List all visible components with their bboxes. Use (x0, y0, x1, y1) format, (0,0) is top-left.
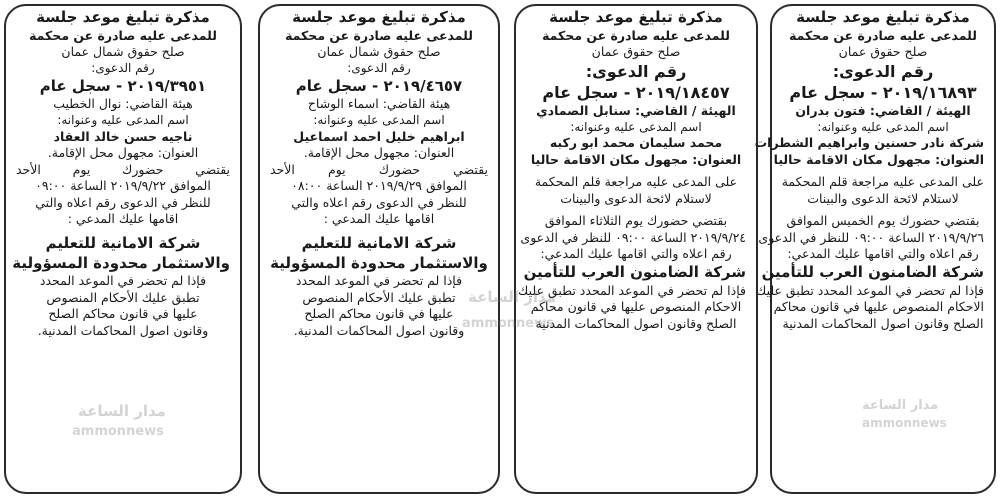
case-number: ٢٠١٩/٣٩٥١ - سجل عام (39, 76, 207, 95)
court-name: صلح حقوق عمان (591, 44, 681, 60)
body-line: رقم اعلاه والتي اقامها عليك المدعي: (540, 246, 732, 262)
plaintiff-name-line-2: والاستثمار محدودة المسؤولية (270, 253, 488, 272)
closing-line: عليها في قانون محاكم الصلح (304, 306, 454, 322)
watermark-text: ammonnews (862, 416, 947, 430)
plaintiff-name: شركة الامانية للتعليم (301, 233, 457, 252)
body-line: للنظر في الدعوى رقم اعلاه والتي (291, 194, 467, 210)
notice-title: مذكرة تبليغ موعد جلسة (292, 8, 466, 26)
body-line: للنظر في الدعوى رقم اعلاه والتي (35, 194, 211, 210)
closing-line: فإذا لم تحضر في الموعد المحدد تطبق عليك (756, 282, 984, 298)
body-line: الموافق ٢٠١٩/٩/٢٢ الساعة ٠٩:٠٠ (35, 178, 211, 194)
closing-line: الاحكام المنصوص عليها في قانون محاكم (530, 299, 742, 315)
court-name: صلح حقوق شمال عمان (317, 44, 441, 60)
case-label: رقم الدعوى: (585, 61, 687, 81)
closing-line: الصلح وقانون اصول المحاكمات المدنية (535, 315, 737, 331)
body-line: يقتضي حضورك يوم الأحد (16, 161, 230, 177)
notice-subtitle: للمدعى عليه صادرة عن محكمة (29, 27, 217, 43)
closing-line: وقانون اصول المحاكمات المدنية. (37, 322, 209, 338)
body-line: بقتضي حضورك يوم الثلاثاء الموافق (544, 213, 728, 229)
defendant-name: ابراهيم خليل احمد اسماعيل (293, 128, 465, 144)
notice-subtitle: للمدعى عليه صادرة عن محكمة (542, 27, 730, 43)
closing-line: تطبق عليك الأحكام المنصوص (302, 289, 456, 305)
body-line: رقم اعلاه والتي اقامها عليك المدعي: (787, 246, 979, 262)
body-line: الموافق ٢٠١٩/٩/٢٩ الساعة ٠٨:٠٠ (291, 178, 467, 194)
defendant-address: العنوان: مجهول محل الإقامة. (47, 145, 199, 161)
case-label: رقم الدعوى: (91, 60, 155, 75)
defendant-label: اسم المدعى عليه وعنوانه: (817, 119, 949, 134)
closing-line: فإذا لم تحضر في الموعد المحدد (295, 273, 463, 289)
plaintiff-name: شركة الضامنون العرب للتأمين (761, 262, 984, 281)
court-name: صلح حقوق شمال عمان (61, 44, 185, 60)
body-line: اقامها عليك المدعي : (67, 211, 179, 227)
closing-line: تطبق عليك الأحكام المنصوص (46, 289, 200, 305)
closing-line: الاحكام المنصوص عليها في قانون محاكم (773, 299, 984, 315)
closing-line: فإذا لم تحضر في الموعد المحدد (39, 273, 207, 289)
body-line: بقتضي حضورك يوم الخميس الموافق (786, 213, 980, 229)
body-line: على المدعى عليه مراجعة قلم المحكمة (534, 174, 738, 190)
judge-line: هيئة القاضي: نوال الخطيب (53, 96, 193, 112)
defendant-name: ناجيه حسن خالد العقاد (53, 128, 193, 144)
watermark-text: مدار الساعة (78, 402, 166, 420)
defendant-name: محمد سليمان محمد ابو ركبه (549, 135, 723, 151)
case-number: ٢٠١٩/١٨٤٥٧ - سجل عام (542, 82, 730, 102)
case-number: ٢٠١٩/١٦٨٩٣ - سجل عام (789, 82, 977, 102)
court-notice-4 (4, 4, 242, 494)
watermark-text: مدار الساعة (468, 288, 556, 306)
case-number: ٢٠١٩/٤٦٥٧ - سجل عام (295, 76, 463, 95)
plaintiff-name-line-2: والاستثمار محدودة المسؤولية (12, 253, 230, 272)
court-notice-1 (754, 4, 996, 494)
defendant-name: شركة نادر حسنين وابراهيم الشطرات (754, 135, 984, 151)
notice-title: مذكرة تبليغ موعد جلسة (36, 8, 210, 26)
defendant-label: اسم المدعى عليه وعنوانه: (57, 112, 189, 127)
closing-line: وقانون اصول المحاكمات المدنية. (293, 322, 465, 338)
watermark-text: ammonnews (462, 316, 554, 331)
watermark-text: ammonnews (72, 424, 164, 439)
body-line: على المدعى عليه مراجعة قلم المحكمة (781, 174, 984, 190)
case-label: رقم الدعوى: (832, 61, 934, 81)
body-line: اقامها عليك المدعي : (323, 211, 435, 227)
defendant-label: اسم المدعى عليه وعنوانه: (313, 112, 445, 127)
plaintiff-name: شركة الضامنون العرب للتأمين (523, 262, 746, 281)
defendant-address: العنوان: مجهول مكان الاقامة حاليا (773, 151, 984, 167)
judge-line: الهيئة / القاضي: سنابل الصمادي (536, 103, 736, 119)
judge-line: هيئة القاضي: اسماء الوشاح (307, 96, 451, 112)
case-label: رقم الدعوى: (347, 60, 411, 75)
body-line: يقتضي حضورك يوم الأحد (270, 161, 488, 177)
body-line: ٢٠١٩/٩/٢٦ الساعة ٠٩:٠٠ للنظر في الدعوى (758, 229, 984, 245)
closing-line: الصلح وقانون اصول المحاكمات المدنية (782, 315, 984, 331)
court-notice-2 (514, 4, 758, 494)
defendant-label: اسم المدعى عليه وعنوانه: (570, 119, 702, 134)
body-line: لاستلام لائحة الدعوى والبينات (807, 190, 959, 206)
closing-line: عليها في قانون محاكم الصلح (48, 306, 198, 322)
notice-title: مذكرة تبليغ موعد جلسة (549, 8, 723, 26)
notice-title: مذكرة تبليغ موعد جلسة (796, 8, 970, 26)
plaintiff-name: شركة الامانية للتعليم (45, 233, 201, 252)
judge-line: الهيئة / القاضي: فتون بدران (795, 103, 971, 119)
watermark-text: مدار الساعة (862, 398, 939, 413)
body-line: ٢٠١٩/٩/٢٤ الساعة ٠٩:٠٠ للنظر في الدعوى (520, 229, 746, 245)
notice-subtitle: للمدعى عليه صادرة عن محكمة (285, 27, 473, 43)
court-name: صلح حقوق عمان (838, 44, 928, 60)
court-notice-3 (258, 4, 500, 494)
defendant-address: العنوان: مجهول محل الإقامة. (303, 145, 455, 161)
notice-subtitle: للمدعى عليه صادرة عن محكمة (789, 27, 977, 43)
body-line: لاستلام لائحة الدعوى والبينات (560, 190, 712, 206)
defendant-address: العنوان: مجهول مكان الاقامة حاليا (530, 151, 742, 167)
closing-line: فإذا لم تحضر في الموعد المحدد تطبق عليك (518, 282, 746, 298)
